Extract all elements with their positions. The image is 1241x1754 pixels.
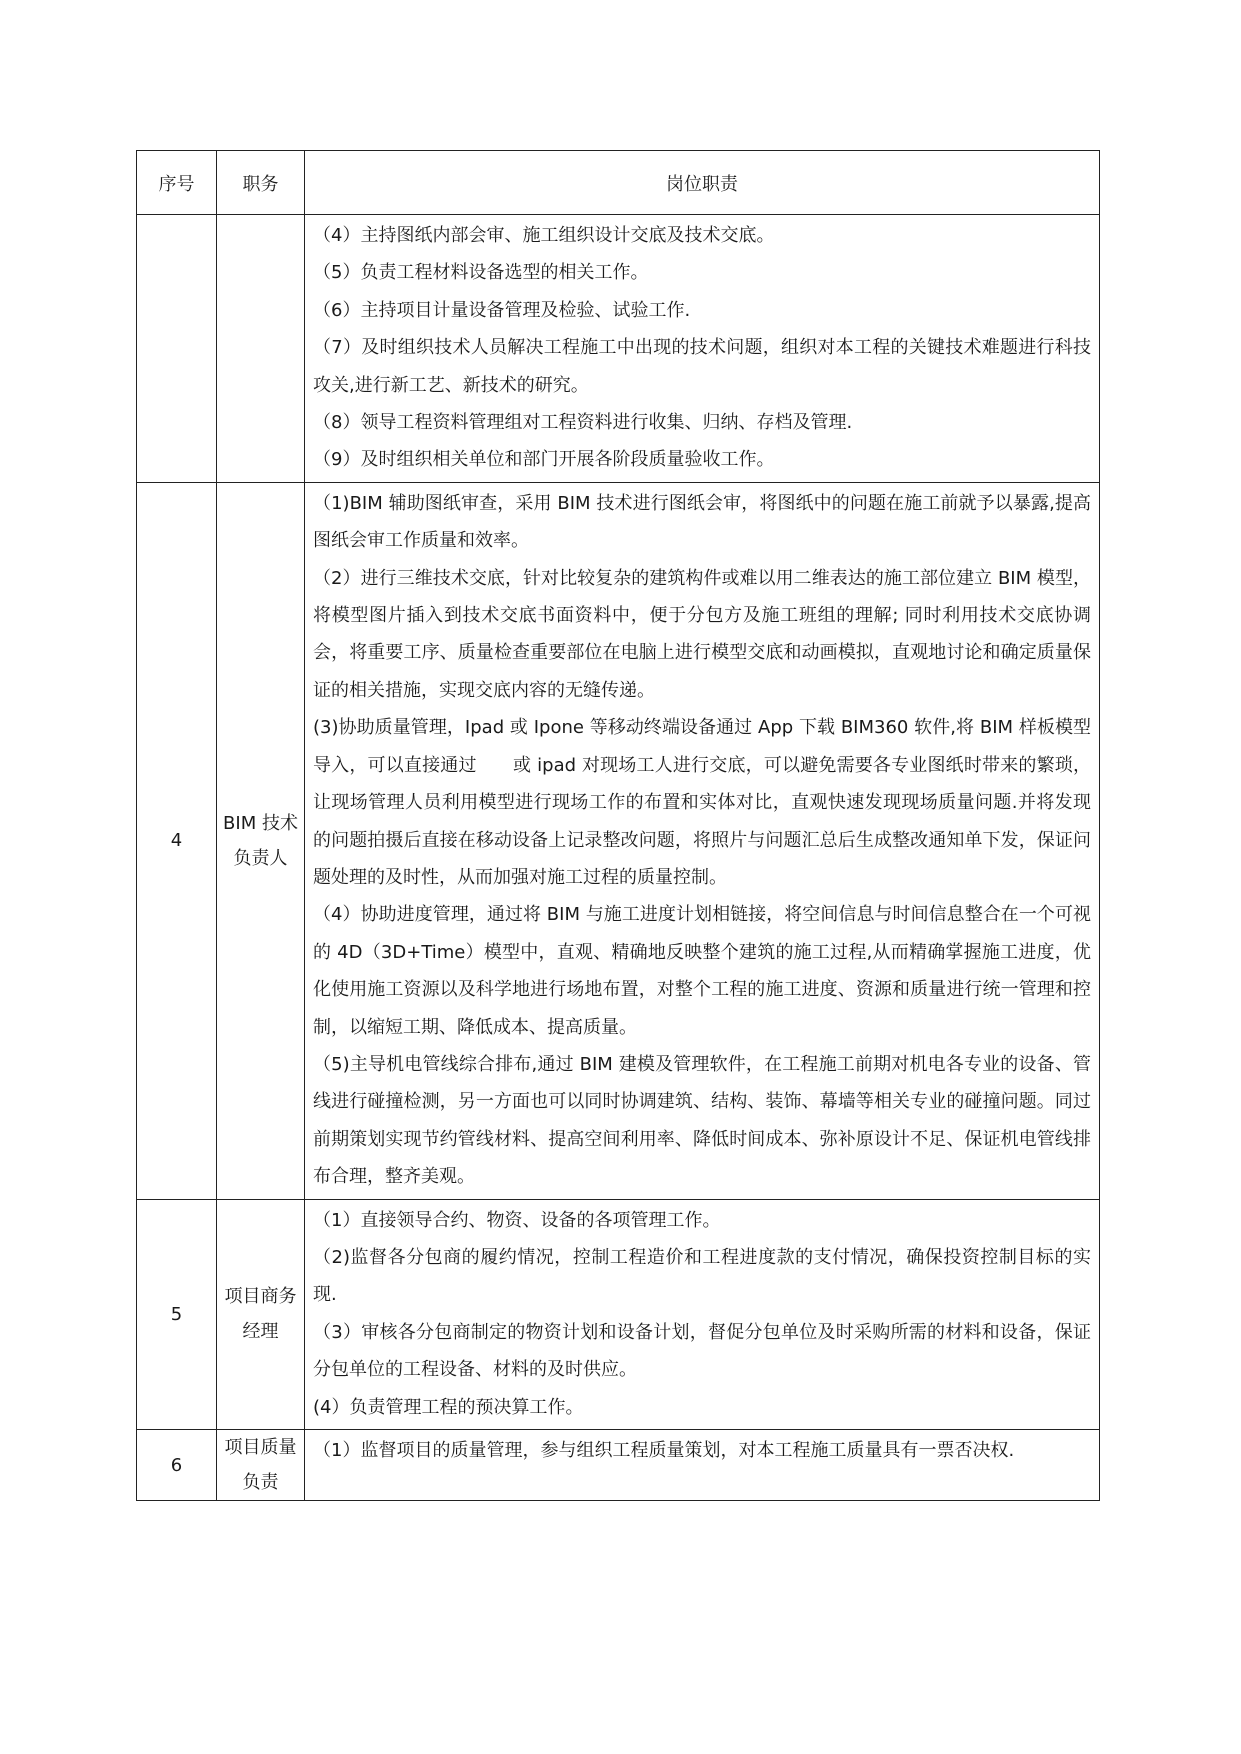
duty-paragraph: （1)BIM 辅助图纸审查，采用 BIM 技术进行图纸会审，将图纸中的问题在施工前就予以暴露,提高图纸会审工作质量和效率。 bbox=[313, 492, 1091, 552]
duty-paragraph: （2）进行三维技术交底，针对比较复杂的建筑构件或难以用二维表达的施工部位建立 BIM 模型，将模型图片插入到技术交底书面资料中，便于分包方及施工班组的理解; 同时利用技术交底协调会，将重要工序、质量检查重要部位在电脑上进行模型交底和动画模拟，直观地讨论和确定质量保证的相关措施，实现交底内容的无缝传递。 bbox=[313, 567, 1091, 701]
row-duties bbox=[305, 1199, 1100, 1429]
duty-paragraph: （9）及时组织相关单位和部门开展各阶段质量验收工作。 bbox=[313, 449, 775, 471]
header-no: 序号 bbox=[137, 151, 217, 215]
row-role: 项目质量负责 bbox=[217, 1430, 305, 1501]
row-number: 5 bbox=[137, 1199, 217, 1429]
duty-paragraph: （1）监督项目的质量管理，参与组织工程质量策划，对本工程施工质量具有一票否决权. bbox=[313, 1440, 1015, 1461]
header-role: 职务 bbox=[217, 151, 305, 215]
duty-paragraph: （3）审核各分包商制定的物资计划和设备计划，督促分包单位及时采购所需的材料和设备，保证分包单位的工程设备、材料的及时供应。 bbox=[313, 1321, 1091, 1381]
row-duties bbox=[305, 215, 1100, 483]
duty-paragraph: （2)监督各分包商的履约情况，控制工程造价和工程进度款的支付情况，确保投资控制目标的实现. bbox=[313, 1246, 1091, 1306]
duty-paragraph: （4）主持图纸内部会审、施工组织设计交底及技术交底。 bbox=[313, 225, 775, 246]
header-duty: 岗位职责 bbox=[305, 151, 1100, 215]
duty-table bbox=[136, 150, 1100, 1501]
row-role: BIM 技术负责人 bbox=[217, 482, 305, 1199]
duty-paragraph: (4）负责管理工程的预决算工作。 bbox=[313, 1396, 584, 1418]
table-row bbox=[137, 1430, 1100, 1501]
table-row bbox=[137, 1199, 1100, 1429]
row-number: 6 bbox=[137, 1430, 217, 1501]
row-duties bbox=[305, 1430, 1100, 1501]
duty-paragraph: (3)协助质量管理，Ipad 或 Ipone 等移动终端设备通过 App 下载 BIM360 软件,将 BIM 样板模型导入，可以直接通过 或 ipad 对现场工人进行交底，可以避免需要各专业图纸时带来的繁琐，让现场管理人员利用模型进行现场工作的布置和实体对比，直观快速发现现场质量问题.并将发现的问题拍摄后直接在移动设备上记录整改问题，将照片与问题汇总后生成整改通知单下发，保证问题处理的及时性，从而加强对施工过程的质量控制。 bbox=[313, 717, 1091, 888]
duty-paragraph: （7）及时组织技术人员解决工程施工中出现的技术问题，组织对本工程的关键技术难题进行科技攻关,进行新工艺、新技术的研究。 bbox=[313, 337, 1091, 396]
duty-paragraph: （5)主导机电管线综合排布,通过 BIM 建模及管理软件，在工程施工前期对机电各专业的设备、管线进行碰撞检测，另一方面也可以同时协调建筑、结构、装饰、幕墙等相关专业的碰撞问题。同过前期策划实现节约管线材料、提高空间利用率、降低时间成本、弥补原设计不足、保证机电管线排布合理，整齐美观。 bbox=[313, 1053, 1091, 1188]
row-duties bbox=[305, 482, 1100, 1199]
header-row bbox=[137, 151, 1100, 215]
duty-paragraph: （8）领导工程资料管理组对工程资料进行收集、归纳、存档及管理. bbox=[313, 412, 853, 434]
duty-paragraph: （6）主持项目计量设备管理及检验、试验工作. bbox=[313, 299, 691, 321]
row-number: 4 bbox=[137, 482, 217, 1199]
duty-paragraph: （1）直接领导合约、物资、设备的各项管理工作。 bbox=[313, 1209, 721, 1231]
table-row bbox=[137, 482, 1100, 1199]
duty-paragraph: （4）协助进度管理，通过将 BIM 与施工进度计划相链接，将空间信息与时间信息整合在一个可视的 4D（3D+Time）模型中，直观、精确地反映整个建筑的施工过程,从而精确掌握施工进度，优化使用施工资源以及科学地进行场地布置，对整个工程的施工进度、资源和质量进行统一管理和控制，以缩短工期、降低成本、提高质量。 bbox=[313, 904, 1091, 1038]
row-role bbox=[217, 215, 305, 483]
row-role: 项目商务经理 bbox=[217, 1199, 305, 1429]
row-number bbox=[137, 215, 217, 483]
duty-paragraph: （5）负责工程材料设备选型的相关工作。 bbox=[313, 262, 649, 284]
table-row bbox=[137, 215, 1100, 483]
